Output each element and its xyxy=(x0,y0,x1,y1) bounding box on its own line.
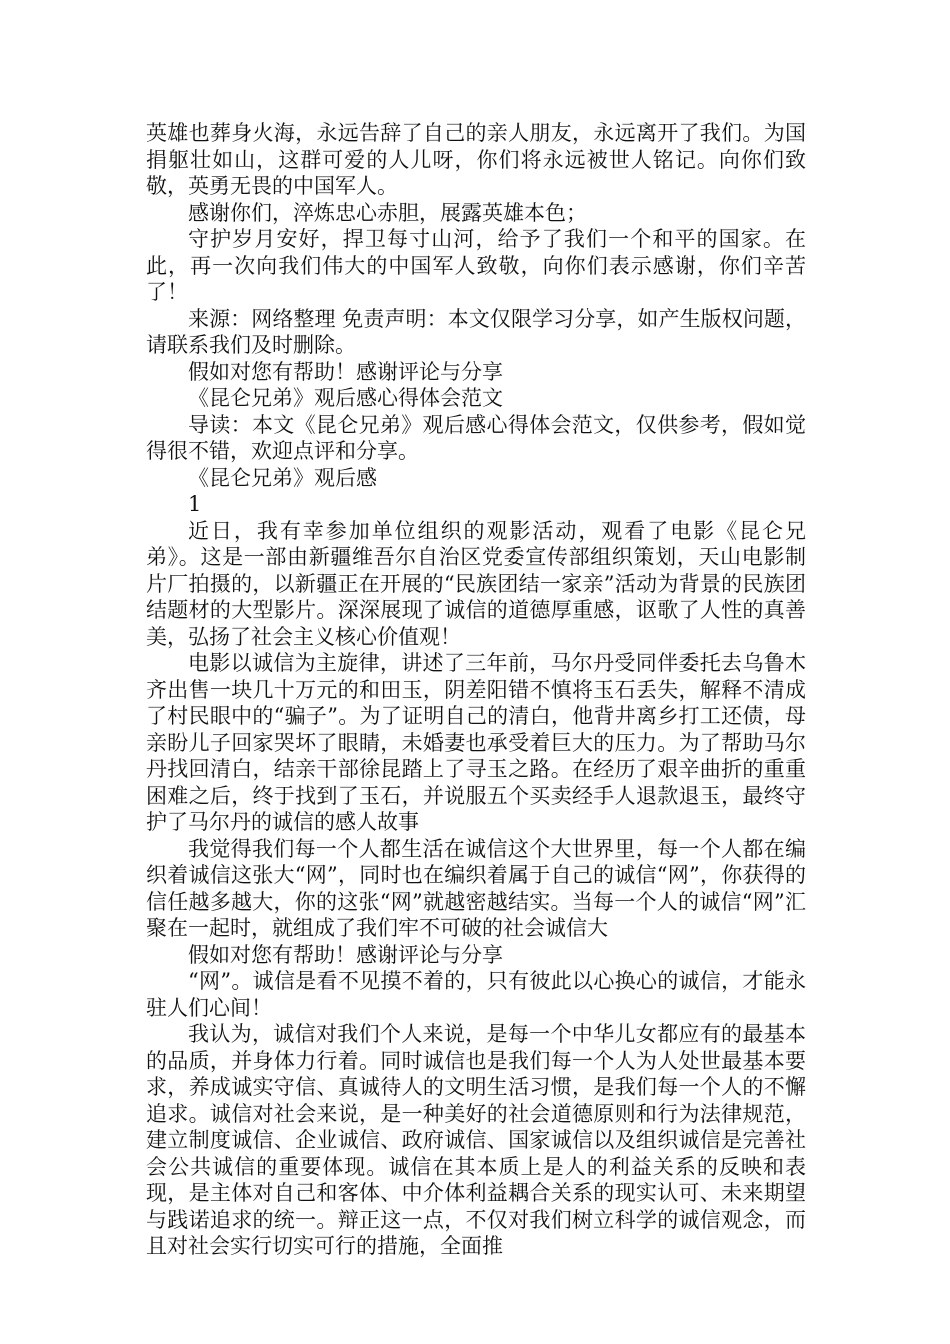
paragraph-integrity-net: 我觉得我们每一个人都生活在诚信这个大世界里，每一个人都在编织着诚信这张大“网”，同时也在编织着属于自己的诚信“网”，你获得的信任越多越大，你的这张“网”就越密越结实。当每一个人的诚信“网”汇聚在一起时，就组成了我们牢不可破的社会诚信大 xyxy=(146,836,806,940)
paragraph-movie-intro: 近日，我有幸参加单位组织的观影活动，观看了电影《昆仑兄弟》。这是一部由新疆维吾尔自治区党委宣传部组织策划，天山电影制片厂拍摄的，以新疆正在开展的“民族团结一家亲”活动为背景的民族团结题材的大型影片。深深展现了诚信的道德厚重感，讴歌了人性的真善美，弘扬了社会主义核心价值观！ xyxy=(146,518,806,649)
section-number: 1 xyxy=(188,492,202,516)
paragraph-thanks: 感谢你们，淬炼忠心赤胆，展露英雄本色； xyxy=(188,200,587,225)
paragraph-integrity-view: 我认为，诚信对我们个人来说，是每一个中华儿女都应有的最基本的品质，并身体力行着。同时诚信也是我们每一个人为人处世最基本要求，养成诚实守信、真诚待人的文明生活习惯，是我们每一个人的不懈追求。诚信对社会来说，是一种美好的社会道德原则和行为法律规范，建立制度诚信、企业诚信、政府诚信、国家诚信以及组织诚信是完善社会公共诚信的重要体现。诚信在其本质上是人的利益关系的反映和表现，是主体对自己和客体、中介体利益耦合关系的现实认可、未来期望与践诺追求的统一。辩正这一点，不仅对我们树立科学的诚信观念，而且对社会实行切实可行的措施，全面推 xyxy=(146,1022,806,1258)
document-body xyxy=(146,120,806,1260)
paragraph-movie-plot: 电影以诚信为主旋律，讲述了三年前，马尔丹受同伴委托去乌鲁木齐出售一块几十万元的和田玉，阴差阳错不慎将玉石丢失，解释不清成了村民眼中的“骗子”。为了证明自己的清白，他背井离乡打工还债，母亲盼儿子回家哭坏了眼睛，未婚妻也承受着巨大的压力。为了帮助马尔丹找回清白，结亲干部徐昆踏上了寻玉之路。在经历了艰辛曲折的重重困难之后，终于找到了玉石，并说服五个买卖经手人退款退玉，最终守护了马尔丹的诚信的感人故事 xyxy=(146,651,806,834)
article-title: 《昆仑兄弟》观后感心得体会范文 xyxy=(188,386,503,410)
share-note: 假如对您有帮助！感谢评论与分享 xyxy=(188,359,503,384)
disclaimer: 来源：网络整理 免责声明：本文仅限学习分享，如产生版权问题，请联系我们及时删除。 xyxy=(146,306,806,357)
intro-paragraph: 导读：本文《昆仑兄弟》观后感心得体会范文，仅供参考，假如觉得很不错，欢迎点评和分享。 xyxy=(146,412,806,463)
paragraph-guard-peace: 守护岁月安好，捍卫每寸山河，给予了我们一个和平的国家。在此，再一次向我们伟大的中国军人致敬，向你们表示感谢，你们辛苦了！ xyxy=(146,227,806,304)
section-heading: 《昆仑兄弟》观后感 xyxy=(188,465,377,490)
paragraph-net-continue: “网”。诚信是看不见摸不着的，只有彼此以心换心的诚信，才能永驻人们心间！ xyxy=(146,969,806,1020)
paragraph-tribute-end: 英雄也葬身火海，永远告辞了自己的亲人朋友，永远离开了我们。为国捐躯壮如山，这群可爱的人儿呀，你们将永远被世人铭记。向你们致敬，英勇无畏的中国军人。 xyxy=(146,121,806,198)
share-note-2: 假如对您有帮助！感谢评论与分享 xyxy=(188,942,503,967)
